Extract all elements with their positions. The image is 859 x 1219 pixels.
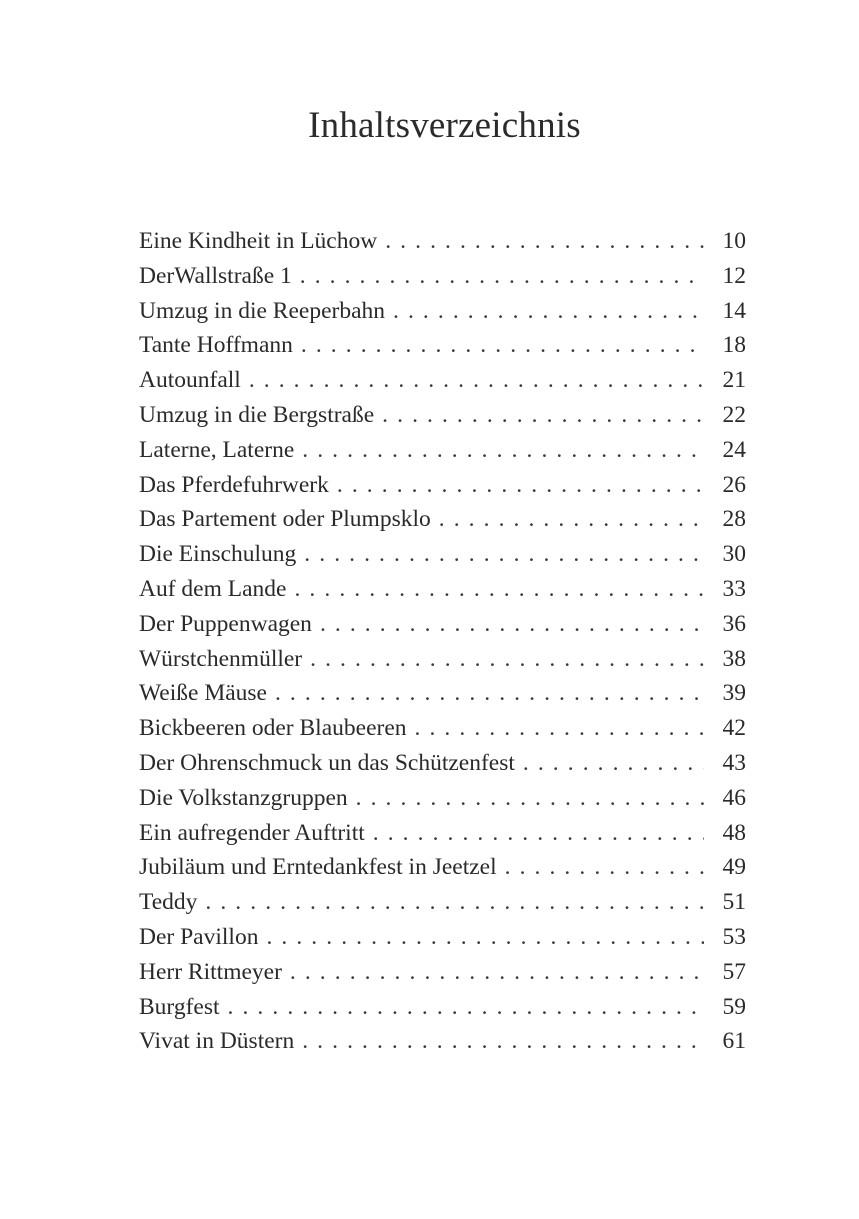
toc-entry [139, 676, 746, 711]
toc-entry-title: Eine Kindheit in Lüchow [139, 228, 378, 254]
toc-entry-title: Die Volkstanzgruppen [139, 784, 348, 811]
dot-leader [300, 259, 704, 294]
toc-entry [139, 294, 746, 329]
toc-entry [139, 363, 746, 398]
toc-entry [139, 537, 746, 572]
dot-leader [523, 746, 704, 781]
toc-entry-page-number: 46 [722, 784, 746, 811]
toc-entry-page-number: 10 [722, 228, 746, 254]
toc-entry-title: Das Partement oder Plumpsklo [139, 506, 431, 533]
dot-leader [385, 224, 704, 259]
toc-entry-title: Vivat in Düstern [139, 1028, 295, 1055]
toc-entry-title: Der Pavillon [139, 923, 259, 950]
toc-entry-title: Der Ohrenschmuck un das Schützenfest [139, 749, 515, 776]
toc-entry [139, 816, 746, 851]
toc-entry-page-number: 14 [722, 297, 746, 324]
toc-entry [139, 990, 746, 1025]
dot-leader [393, 294, 704, 329]
toc-entry-page-number: 38 [722, 645, 746, 672]
dot-leader [228, 990, 704, 1025]
toc-entry-page-number: 53 [722, 923, 746, 950]
toc-entry [139, 224, 746, 259]
toc-entry [139, 885, 746, 920]
toc-entry [139, 433, 746, 468]
dot-leader [373, 816, 704, 851]
toc-entry-page-number: 59 [722, 993, 746, 1020]
dot-leader [382, 398, 704, 433]
dot-leader [304, 537, 704, 572]
toc-entry [139, 1024, 746, 1059]
toc-entry [139, 920, 746, 955]
toc-entry-page-number: 57 [722, 958, 746, 985]
toc-entry [139, 955, 746, 990]
dot-leader [266, 920, 704, 955]
toc-entry-page-number: 28 [722, 506, 746, 533]
toc-entry [139, 746, 746, 781]
dot-leader [275, 676, 704, 711]
toc-entry-title: Tante Hoffmann [139, 332, 293, 359]
toc-entry-title: Würstchenmüller [139, 645, 303, 672]
toc-entry-page-number: 61 [722, 1028, 746, 1055]
toc-entry-page-number: 36 [722, 610, 746, 637]
toc-entry [139, 642, 746, 677]
toc-entry [139, 607, 746, 642]
dot-leader [301, 328, 704, 363]
toc-entry-page-number: 21 [722, 367, 746, 394]
dot-leader [294, 572, 704, 607]
toc-entry-title: Umzug in die Bergstraße [139, 401, 375, 428]
toc-entry-page-number: 33 [722, 575, 746, 602]
toc-entry-title: Jubiläum und Erntedankfest in Jeetzel [139, 854, 497, 881]
toc-entry-title: Das Pferdefuhrwerk [139, 471, 329, 498]
dot-leader [439, 502, 704, 537]
toc-entry-page-number: 43 [722, 749, 746, 776]
toc-entry-title: Bickbeeren oder Blaubeeren [139, 715, 407, 742]
toc-entry-page-number: 42 [722, 715, 746, 742]
dot-leader [337, 468, 704, 503]
dot-leader [505, 850, 704, 885]
toc-entry-page-number: 24 [722, 436, 746, 463]
dot-leader [310, 642, 704, 677]
toc-entry-title: Herr Rittmeyer [139, 958, 282, 985]
dot-leader [290, 955, 704, 990]
toc-entry [139, 850, 746, 885]
toc-entry-title: Burgfest [139, 993, 220, 1020]
toc-entry [139, 502, 746, 537]
toc-entry [139, 328, 746, 363]
dot-leader [415, 711, 704, 746]
toc-entry-page-number: 26 [722, 471, 746, 498]
toc-entry [139, 398, 746, 433]
toc-entry [139, 468, 746, 503]
toc-entry-page-number: 49 [722, 854, 746, 881]
toc-entry-title: Auf dem Lande [139, 575, 287, 602]
dot-leader [205, 885, 704, 920]
page-title: Inhaltsverzeichnis [308, 105, 581, 146]
toc-entry-page-number: 39 [722, 680, 746, 707]
dot-leader [356, 781, 704, 816]
toc-entry-title: Teddy [139, 889, 198, 916]
toc-entry-title: Umzug in die Reeperbahn [139, 297, 386, 324]
toc-entry-title: Laterne, Laterne [139, 436, 295, 463]
dot-leader [320, 607, 704, 642]
toc-entry-title: Autounfall [139, 367, 241, 394]
dot-leader [249, 363, 704, 398]
table-of-contents [139, 224, 746, 1059]
dot-leader [302, 1024, 704, 1059]
toc-entry-page-number: 18 [722, 332, 746, 359]
toc-entry-page-number: 12 [722, 262, 746, 289]
dot-leader [302, 433, 704, 468]
toc-entry-page-number: 22 [722, 401, 746, 428]
toc-entry-page-number: 30 [722, 541, 746, 568]
toc-entry [139, 572, 746, 607]
toc-entry-title: DerWallstraße 1 [139, 262, 292, 289]
toc-entry-title: Ein aufregender Auftritt [139, 819, 365, 846]
toc-entry-page-number: 48 [722, 819, 746, 846]
toc-entry [139, 259, 746, 294]
toc-entry-title: Weiße Mäuse [139, 680, 267, 707]
toc-entry-page-number: 51 [722, 889, 746, 916]
toc-entry-title: Der Puppenwagen [139, 610, 312, 637]
toc-entry [139, 781, 746, 816]
toc-entry-title: Die Einschulung [139, 541, 297, 568]
toc-entry [139, 711, 746, 746]
